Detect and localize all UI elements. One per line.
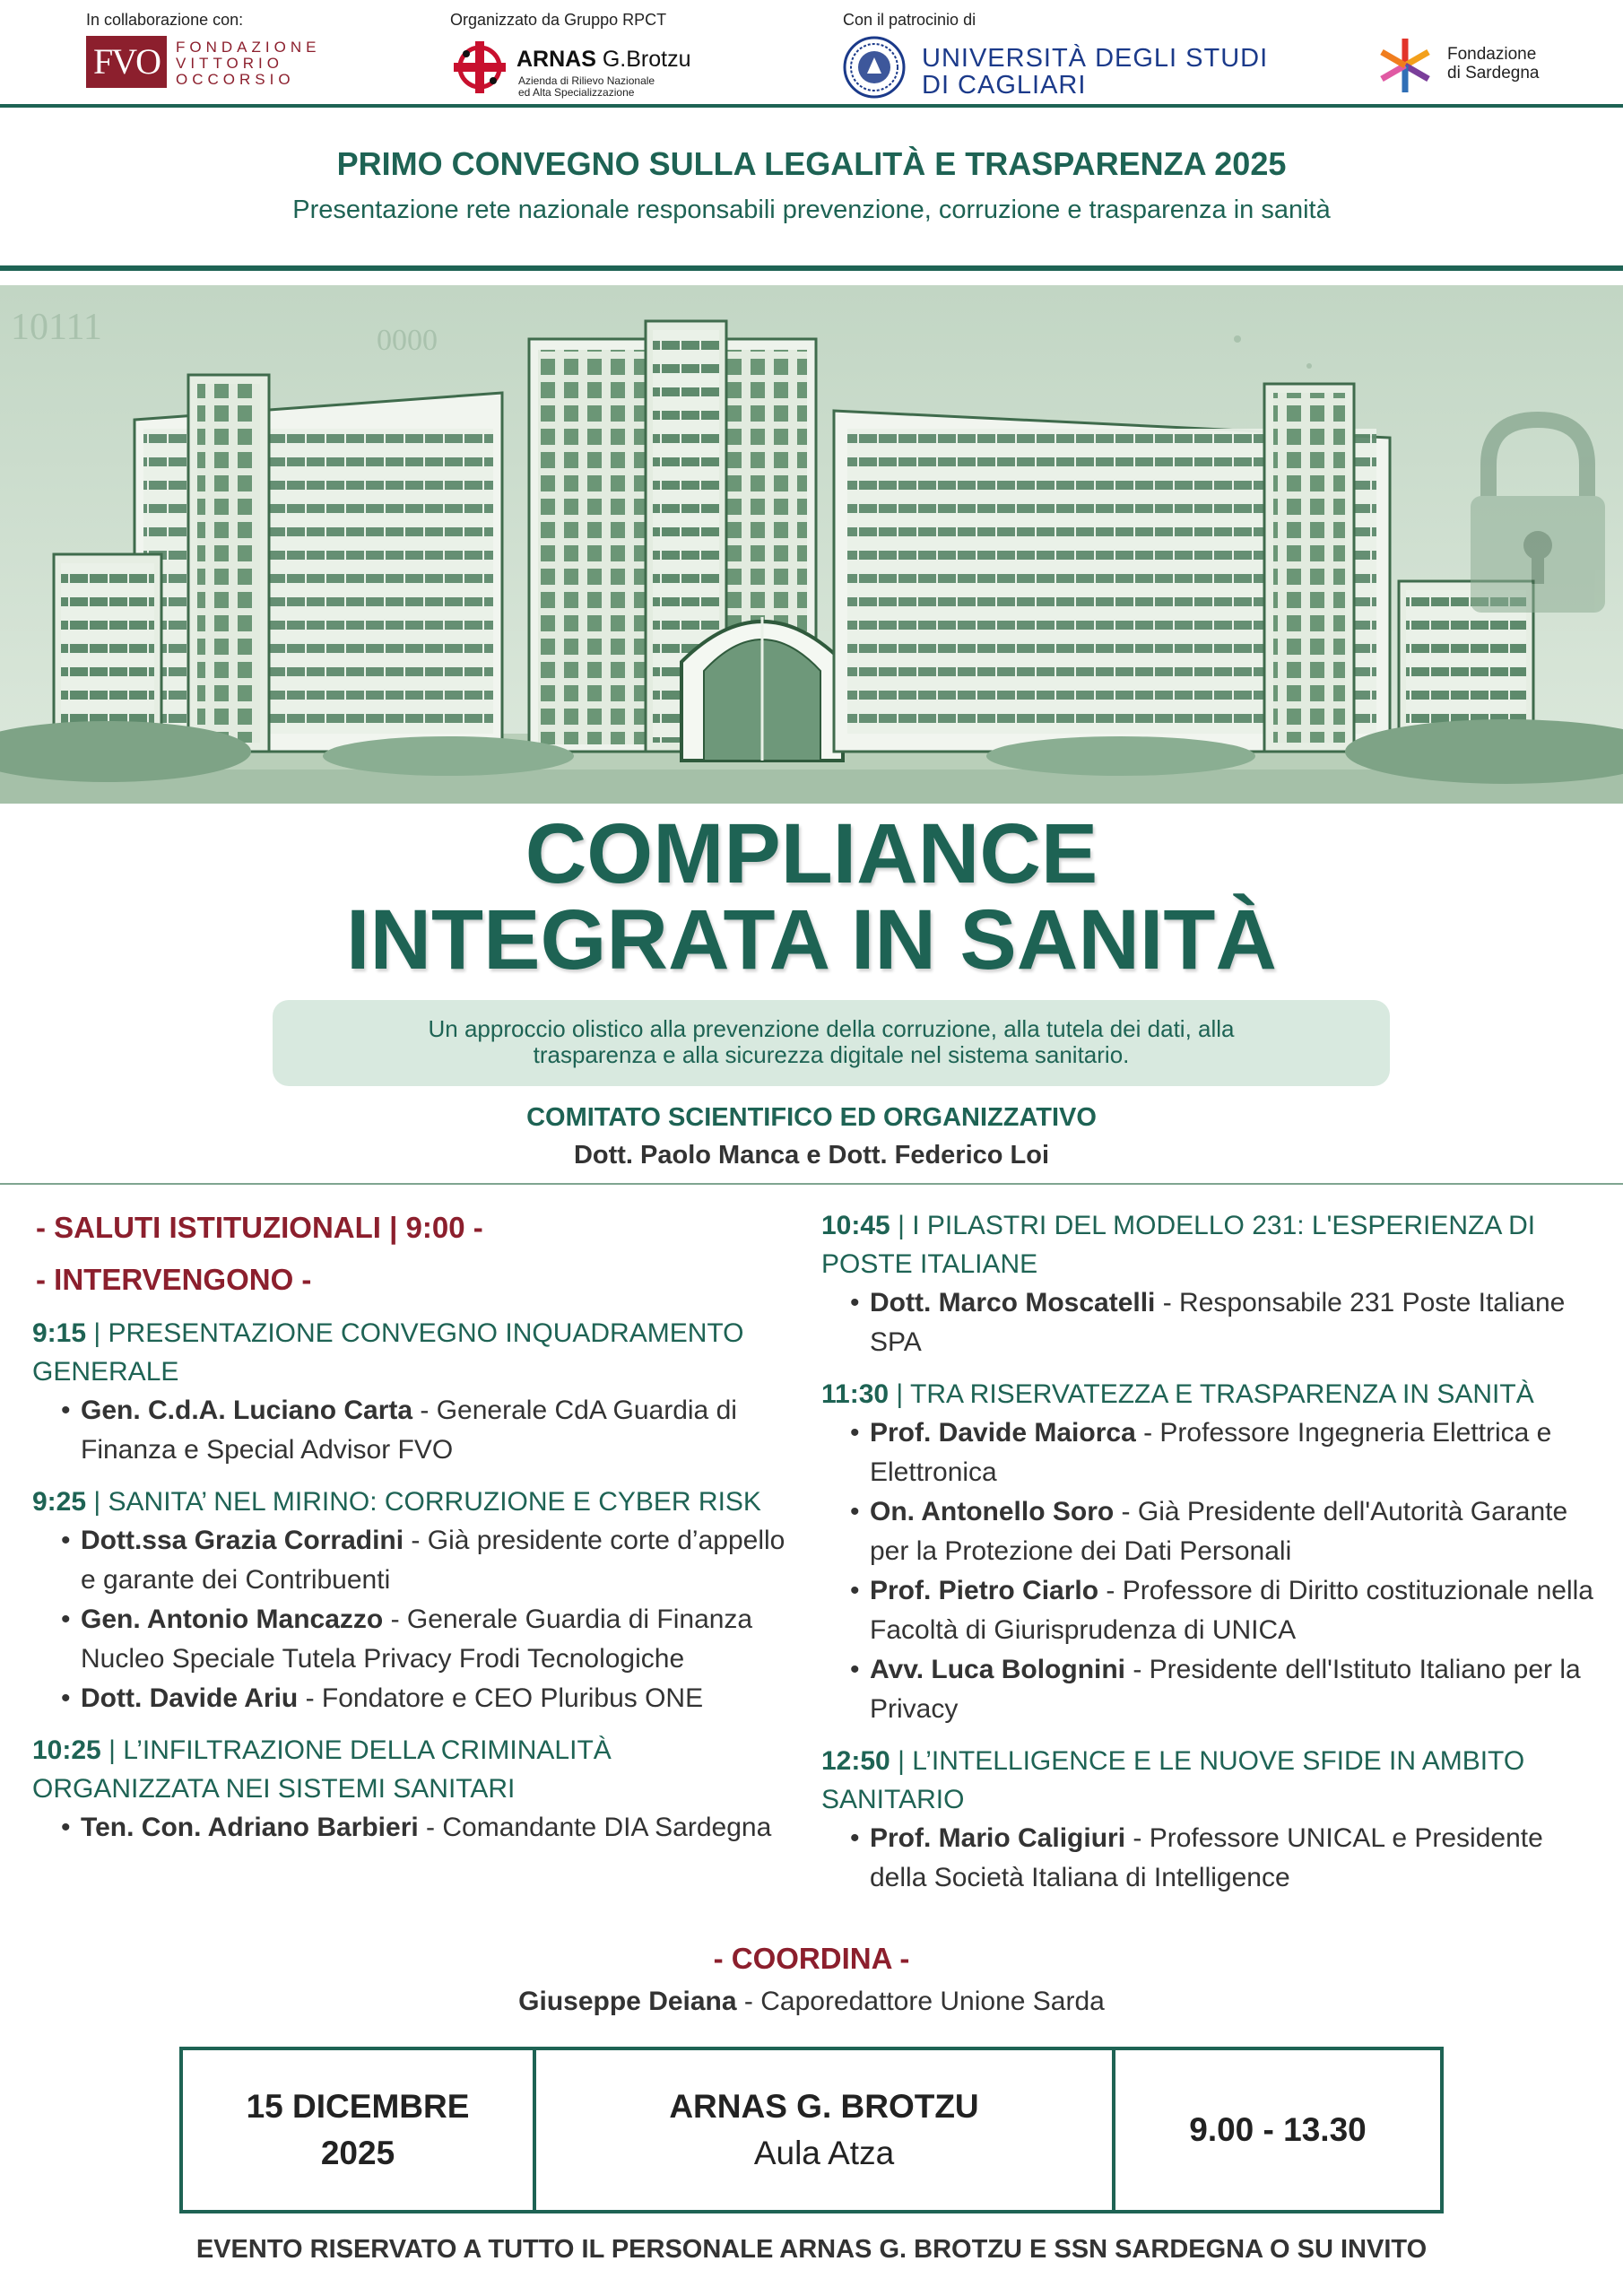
arnas-name: ARNAS G.Brotzu — [516, 47, 691, 72]
org-caption: Organizzato da Gruppo RPCT — [450, 11, 667, 29]
event-info-table — [179, 2047, 1444, 2213]
speaker-list — [850, 1283, 1601, 1362]
university-seal-icon — [843, 36, 906, 99]
slot-heading: 12:50 | L’INTELLIGENCE E LE NUOVE SFIDE IN AMBITO SANITARIO — [821, 1746, 1525, 1814]
speaker-item: • Dott. Davide Ariu - Fondatore e CEO Pluribus ONE — [61, 1679, 803, 1718]
fondazione-name: Fondazione di Sardegna — [1447, 45, 1540, 83]
top-divider — [0, 104, 1623, 108]
binary-code-text: 10111 — [11, 307, 102, 348]
speaker-list — [850, 1819, 1601, 1898]
speaker-item: • Gen. C.d.A. Luciano Carta - Generale CdA Guardia di Finanza e Special Advisor FVO — [61, 1391, 803, 1470]
speaker-item: • Avv. Luca Bolognini - Presidente dell'Istituto Italiano per la Privacy — [850, 1650, 1601, 1729]
slot-heading: 10:25 | L’INFILTRAZIONE DELLA CRIMINALITÀ ORGANIZZATA NEI SISTEMI SANITARI — [32, 1735, 612, 1804]
speaker-list — [61, 1808, 803, 1848]
arnas-cross-icon — [450, 38, 509, 97]
slot-heading: 9:25 | SANITA’ NEL MIRINO: CORRUZIONE E CYBER RISK — [32, 1487, 761, 1517]
coordination-heading: - COORDINA - — [713, 1942, 910, 1975]
program-slot — [32, 1731, 803, 1848]
program-slot — [821, 1206, 1601, 1362]
program-slot — [821, 1375, 1601, 1729]
fondazione-star-icon — [1376, 36, 1435, 95]
slot-heading: 10:45 | I PILASTRI DEL MODELLO 231: L'ESPERIENZA DI POSTE ITALIANE — [821, 1211, 1536, 1279]
speaker-item: • Dott.ssa Grazia Corradini - Già presidente corte d’appello e garante dei Contribuenti — [61, 1521, 803, 1600]
speaker-item: • Prof. Davide Maiorca - Professore Ingegneria Elettrica e Elettronica — [850, 1413, 1601, 1492]
university-name: UNIVERSITÀ DEGLI STUDI DI CAGLIARI — [922, 44, 1269, 100]
partner-unica — [843, 11, 1269, 100]
speaker-item: • Prof. Mario Caligiuri - Professore UNICAL e Presidente della Società Italiana di Intelligence — [850, 1819, 1601, 1898]
collab-caption: In collaborazione con: — [86, 11, 244, 29]
patronage-caption: Con il patrocinio di — [843, 11, 976, 29]
fvo-name: FONDAZIONE VITTORIO OCCORSIO — [176, 39, 321, 88]
program-left-column — [32, 1206, 803, 1848]
committee-title: COMITATO SCIENTIFICO ED ORGANIZZATIVO — [526, 1103, 1097, 1132]
speaker-item: • On. Antonello Soro - Già Presidente dell'Autorità Garante per la Protezione dei Dati Personali — [850, 1492, 1601, 1571]
program-slot — [821, 1742, 1601, 1898]
program-slot — [32, 1314, 803, 1470]
program-slot — [32, 1483, 803, 1718]
conference-subtitle: Presentazione rete nazionale responsabili prevenzione, corruzione e trasparenza in sanità — [292, 196, 1331, 224]
slot-heading: 11:30 | TRA RISERVATEZZA E TRASPARENZA IN SANITÀ — [821, 1379, 1534, 1409]
program-right-column — [821, 1206, 1601, 1898]
greetings-heading: - SALUTI ISTITUZIONALI | 9:00 - — [36, 1211, 483, 1244]
slot-heading: 9:15 | PRESENTAZIONE CONVEGNO INQUADRAMENTO GENERALE — [32, 1318, 744, 1387]
partner-arnas — [450, 11, 691, 99]
intro-box: Un approccio olistico alla prevenzione della corruzione, alla tutela dei dati, alla trasparenza e alla sicurezza digitale nel sistema sanitario. — [273, 1000, 1390, 1086]
partners-bar — [0, 0, 1623, 106]
speaker-list — [850, 1413, 1601, 1729]
hospital-illustration — [0, 285, 1623, 804]
program-divider — [0, 1183, 1623, 1185]
speaker-item: • Gen. Antonio Mancazzo - Generale Guardia di Finanza Nucleo Speciale Tutela Privacy Frodi Tecnologiche — [61, 1600, 803, 1679]
speaker-list — [61, 1391, 803, 1470]
arnas-subtitle: Azienda di Rilievo Nazionale ed Alta Specializzazione — [518, 74, 655, 99]
event-venue: ARNAS G. BROTZU Aula Atza — [533, 2050, 1112, 2210]
speakers-heading: - INTERVENGONO - — [36, 1263, 312, 1296]
event-notice: EVENTO RISERVATO A TUTTO IL PERSONALE ARNAS G. BROTZU E SSN SARDEGNA O SU INVITO — [195, 2235, 1428, 2264]
coordinator: Giuseppe Deiana - Caporedattore Unione Sarda — [518, 1987, 1105, 2016]
heading-divider — [0, 265, 1623, 271]
event-date: 15 DICEMBRE 2025 — [246, 2088, 470, 2171]
speaker-item: • Ten. Con. Adriano Barbieri - Comandante DIA Sardegna — [61, 1808, 803, 1848]
committee-names: Dott. Paolo Manca e Dott. Federico Loi — [573, 1141, 1050, 1170]
event-hours: 9.00 - 13.30 — [1112, 2050, 1440, 2210]
binary-code-text-2: 0000 — [377, 324, 438, 357]
main-title: COMPLIANCE INTEGRATA IN SANITÀ — [346, 806, 1277, 987]
fvo-logo-icon: FVO — [86, 36, 167, 88]
speaker-list — [61, 1521, 803, 1718]
conference-title: PRIMO CONVEGNO SULLA LEGALITÀ E TRASPARENZA 2025 — [336, 145, 1287, 182]
speaker-item: • Prof. Pietro Ciarlo - Professore di Diritto costituzionale nella Facoltà di Giurisprudenza di UNICA — [850, 1571, 1601, 1650]
speaker-item: • Dott. Marco Moscatelli - Responsabile 231 Poste Italiane SPA — [850, 1283, 1601, 1362]
partner-fvo — [86, 11, 321, 88]
